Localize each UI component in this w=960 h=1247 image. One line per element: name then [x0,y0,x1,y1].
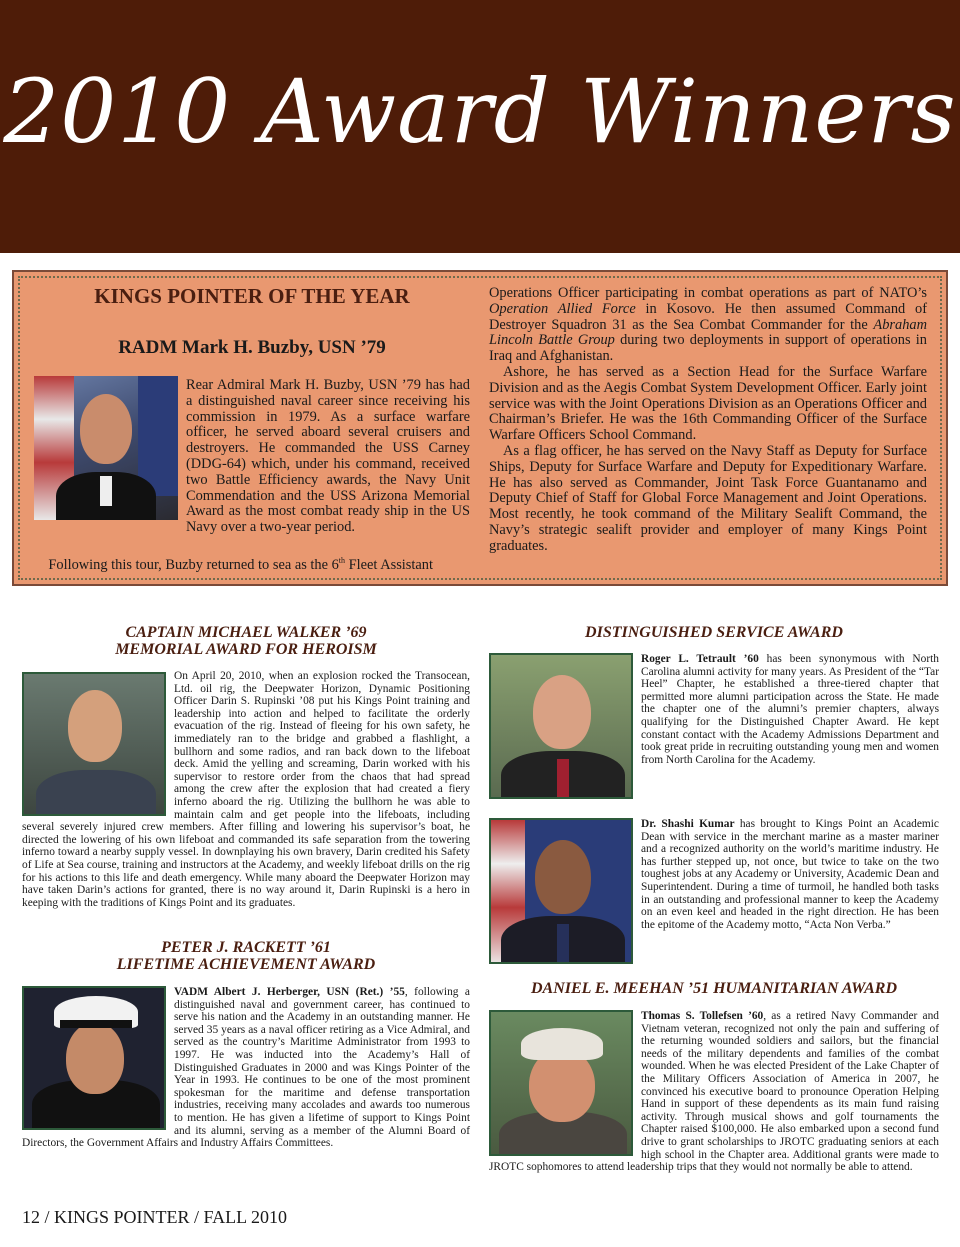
page-title: 2010 Award Winners [3,60,957,163]
dsa-heading: DISTINGUISHED SERVICE AWARD [585,624,843,641]
tollefsen-body: , as a retired Navy Commander and Vietnam veteran, recognized not only the pain and suffering of the returning wounded soldiers and sailors, but the financial needs of the military dependents and families of the combat wounded. When he was elected President of the Lake Chapter of the Military Officers Association of America in 2007, he convinced his executive board to pronounce Operation Helping Hand in support of these dependents as its main fund raising activity. Through musical shows and golf tournaments the Chapter raised $100,000. He also embarked upon a second fund drive to grant scholarships to JROTC graduating seniors at each high school in the Chapter area. Additional grants were made to JROTC sophomores to attend leadership trips that they would not normally be able to attend. [489,1010,939,1174]
heroism-heading [22,624,470,658]
tetrault-text [489,653,939,793]
lifetime-honoree-name: VADM Albert J. Herberger, USN (Ret.) ’55 [174,986,405,998]
kumar-body: has brought to Kings Point an Academic Dean with service in the merchant marine as a master mariner and a recognized authority on the world’s maritime industry. He has further stepped up, not once, but twice to take on the two toughest jobs at any Academy or University, Academic Dean and Superintendent. During a time of turmoil, he handled both tasks in an outstanding and professional manner to keep the Academy on an even keel and headed in the right direction. He has been the epitome of the Academy motto, “Acta Non Verba.” [641,818,939,931]
heroism-body: On April 20, 2010, when an explosion rocked the Transocean, Ltd. oil rig, the Deepwater Horizon, Dynamic Positioning Officer Darin S. Rupinski ’08 put his Kings Point training and leadership into action and helped to facilitate the orderly evacuation of the rig. Instead of fleeing for his own safety, he immediately ran to the bridge and grabbed a flashlight, a bullhorn and some radios, and ran back down to the lifeboat deck. Amid the yelling and screaming, Darin worked with his supervisor to restore order from the chaos that had spread among the crew after the explosion that had created a fiery inferno aboard the rig. Utilizing the bullhorn he was able to maintain calm and get people into the lifeboats, including several severely injured crew members. After filling and lowering his supervisor’s boat, he directed the lowering of his own lifeboat and commanded its safe separation from the towering inferno toward a nearby supply vessel. In downplaying his own bravery, Darin credited his Safety of Life at Sea course, training and instructors at the Academy, and weekly lifeboat drills on the rig for his actions to this life and death emergency. While many aboard the Deepwater Horizon may have taken Darin’s actions for granted, there is no way around it, Darin Rupinski is a hero in keeping with the traditions of Kings Point and its graduates. [22,670,470,909]
heroism-text [22,670,470,909]
page-footer: 12 / KINGS POINTER / FALL 2010 [22,1207,287,1227]
title-banner [0,0,960,253]
koty-honoree-name: RADM Mark H. Buzby, USN ’79 [118,337,386,358]
koty-paragraph-2-start: Following this tour, Buzby returned to sea as the 6th Fleet Assistant [34,556,433,573]
koty-paragraph-2: Operations Officer participating in combat operations as part of NATO’s Operation Allied Force in Kosovo. He then assumed Command of Destroyer Squadron 31 as the Sea Combat Commander for the Abraham Lincoln Battle Group during two deployments in support of operations in Iraq and Afghanistan. [489,285,927,365]
tetrault-name: Roger L. Tetrault ’60 [641,653,759,665]
kumar-text [489,818,939,958]
koty-column-left [34,378,470,536]
koty-heading: KINGS POINTER OF THE YEAR [94,284,410,308]
koty-paragraph-4: As a flag officer, he has served on the Navy Staff as Deputy for Surface Ships, Deputy for Surface Warfare and Deputy for Expeditionary Warfare. He has also served as Commander, Joint Task Force Guantanamo and Deputy Chief of Staff for Global Force Management and Joint Operations. Most recently, he took command of the Military Sealift Command, the Navy’s strategic sealift provider and employer of many Kings Point graduates. [489,442,927,554]
lifetime-heading [22,939,470,973]
lifetime-body: , following a distinguished naval and government career, has continued to serve his nation and the Academy in an outstanding manner. He served 35 years as a naval officer retiring as a Vice Admiral, and served as the country’s Maritime Administrator from 1993 to 1997. He was inducted into the Academy’s Hall of Distinguished Graduates in 2000 and was Kings Pointer of the Year in 1993. He continues to be one of the most prominent spokesman for the maritime and defense transportation industries, receiving many accolades and awards too numerous to mention. He has given a lifetime of support to Kings Point and its alumni, serving as a member of the Alumni Board of Directors, the Government Affairs and Industry Affairs Committees. [22,986,470,1150]
heroism-heading-line2: MEMORIAL AWARD FOR HEROISM [115,641,377,658]
lifetime-heading-line2: LIFETIME ACHIEVEMENT AWARD [116,956,376,973]
lifetime-text [22,986,470,1150]
humanitarian-heading: DANIEL E. MEEHAN ’51 HUMANITARIAN AWARD [530,980,897,997]
tollefsen-name: Thomas S. Tollefsen ’60 [641,1010,764,1022]
tetrault-body: has been synonymous with North Carolina alumni activity for many years. As President of the “Tar Heel” Chapter, he established a three-tiered chapter that permitted more alumni participation across the State. He made the chapter one of the alumni’s premier chapters, always qualifying for the Distinguished Chapter Award. He kept constant contact with the Academy Admissions Department and took great pride in recruiting outstanding young men and women from North Carolina for the Academy. [641,653,939,766]
koty-paragraph-3: Ashore, he has served as a Section Head for the Surface Warfare Division and as the Aegis Combat System Development Officer. Early joint service was with the Joint Operations Division as an Operations Officer and Chairman’s Briefer. He was the 16th Commanding Officer of the Surface Warfare Officers School Command. [489,363,927,444]
heroism-heading-line1: CAPTAIN MICHAEL WALKER ’69 [125,624,367,641]
kumar-name: Dr. Shashi Kumar [641,818,735,830]
koty-column-right [489,286,927,555]
koty-paragraph-1: Rear Admiral Mark H. Buzby, USN ’79 has had a distinguished naval career since receiving his commission in 1979. As a surface warfare officer, he served aboard several cruisers and destroyers. He commanded the USS Carney (DDG-64) which, under his command, received two Battle Efficiency awards, the Navy Unit Commendation and the USS Arizona Memorial Award as the most combat ready ship in the US Navy over a two-year period. [186,377,470,536]
tollefsen-text [489,1010,939,1174]
lifetime-heading-line1: PETER J. RACKETT ’61 [161,939,331,956]
